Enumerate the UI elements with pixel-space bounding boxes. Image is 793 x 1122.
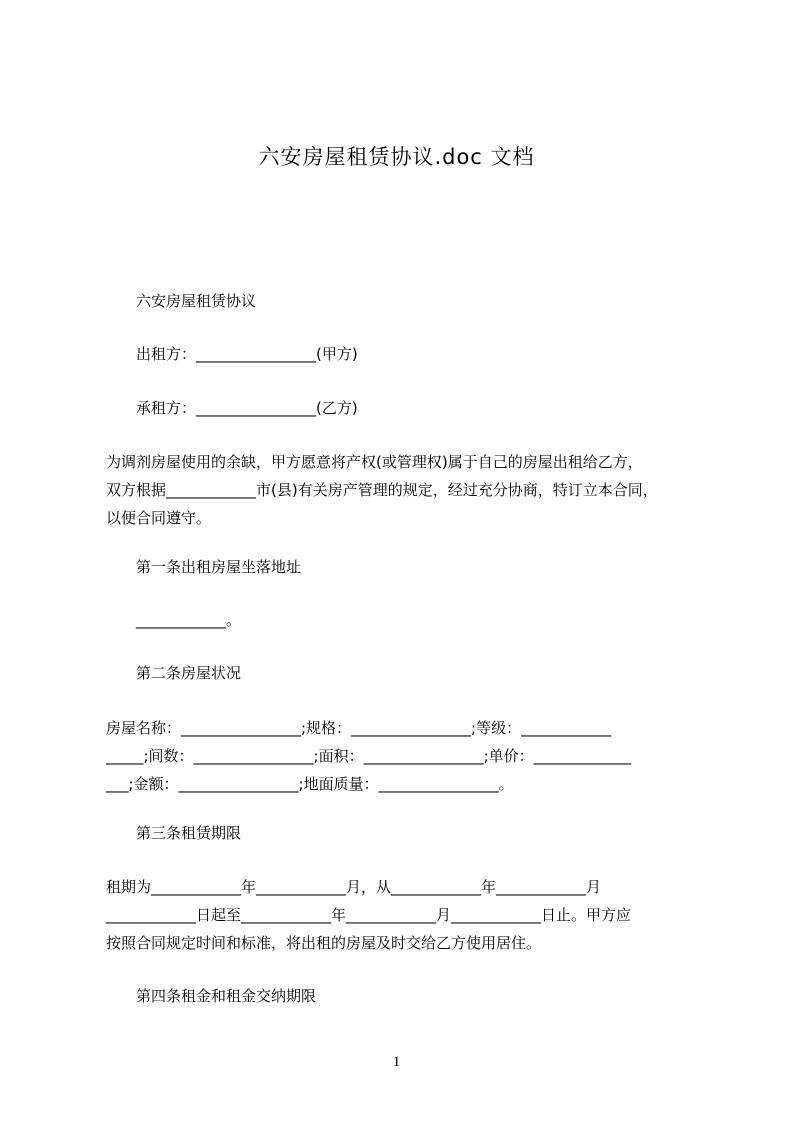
article-1-address-blank: ____________。 — [136, 611, 242, 629]
lessee-line: 承租方：________________(乙方) — [136, 399, 358, 417]
contract-heading: 六安房屋租赁协议 — [136, 292, 257, 310]
article-3-body — [106, 873, 706, 957]
intro-paragraph — [106, 448, 706, 532]
article-2-line: ___;金额：________________;地面质量：________________。 — [106, 775, 514, 793]
intro-line: 双方根据____________市(县)有关房产管理的规定，经过充分协商，特订立本合同， — [106, 481, 658, 499]
article-4-title: 第四条租金和租金交纳期限 — [136, 987, 317, 1005]
lessor-line: 出租方：________________(甲方) — [136, 345, 358, 363]
article-2-title: 第二条房屋状况 — [136, 664, 242, 682]
article-2-line: 房屋名称：________________;规格：________________;等级：____________ — [106, 719, 612, 737]
intro-line: 以便合同遵守。 — [106, 509, 212, 527]
article-3-line: 租期为____________年____________月，从____________年____________月 — [106, 878, 602, 896]
article-1-title: 第一条出租房屋坐落地址 — [136, 558, 302, 576]
article-2-line: _____;间数：________________;面积：________________;单价：_____________ — [106, 747, 632, 765]
intro-line: 为调剂房屋使用的余缺，甲方愿意将产权(或管理权)属于自己的房屋出租给乙方， — [106, 453, 643, 471]
page-number: 1 — [392, 1054, 401, 1070]
article-3-line: 按照合同规定时间和标准，将出租的房屋及时交给乙方使用居住。 — [106, 934, 542, 952]
article-3-title: 第三条租赁期限 — [136, 824, 242, 842]
document-title: 六安房屋租赁协议.doc 文档 — [258, 145, 535, 169]
article-2-body — [106, 714, 706, 798]
article-3-line: ____________日起至____________年____________月____________日止。甲方应 — [106, 906, 632, 924]
